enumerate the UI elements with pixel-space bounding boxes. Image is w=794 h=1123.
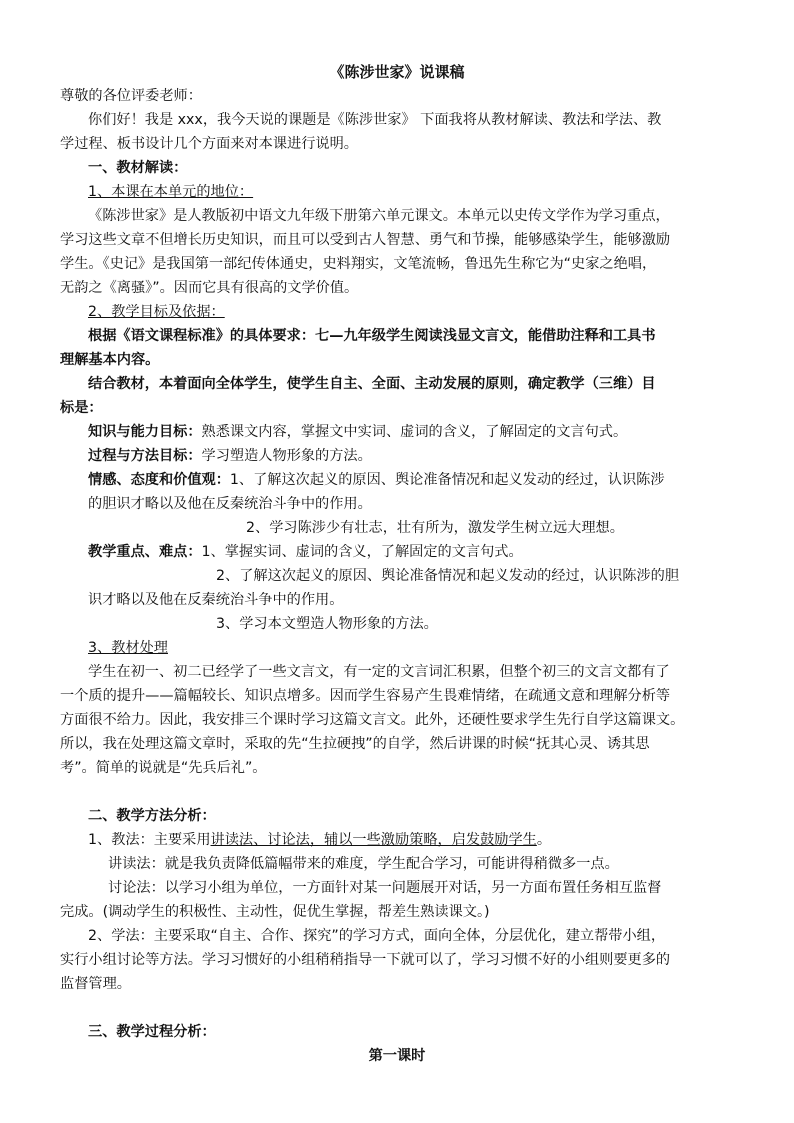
teaching-method-prefix: 1、教法：主要采用 — [88, 832, 211, 848]
paragraph-line: 考”。简单的说就是“先兵后礼”。 — [60, 760, 267, 776]
knowledge-goal-text: 熟悉课文内容，掌握文中实词、虚词的含义，了解固定的文言句式。 — [201, 424, 628, 440]
emotion-goal-cont: 的胆识才略以及他在反秦统治斗争中的作用。 — [88, 496, 372, 512]
section-1-2-heading: 2、教学目标及依据： — [88, 304, 225, 320]
knowledge-goal-label: 知识与能力目标： — [88, 424, 202, 440]
paragraph-line: 《陈涉世家》是人教版初中语文九年级下册第六单元课文。本单元以史传文学作为学习重点， — [88, 208, 670, 224]
goals-intro-line-1: 结合教材，本着面向全体学生，使学生自主、全面、主动发展的原则，确定教学（三维）目 — [88, 376, 656, 392]
section-3-heading: 三、教学过程分析： — [88, 1024, 216, 1040]
teaching-method — [88, 828, 551, 852]
key-points — [88, 540, 523, 564]
intro-line-1: 你们好！我是 xxx，我今天说的课题是《陈涉世家》 下面我将从教材解读、教法和学法、教 — [88, 112, 662, 128]
basis-line-2: 理解基本内容。 — [60, 352, 160, 368]
lecture-method: 讲读法：就是我负责降低篇幅带来的难度，学生配合学习，可能讲得稍微多一点。 — [108, 856, 619, 872]
teaching-method-underlined: 讲读法、讨论法，辅以一些激励策略，启发鼓励学生 — [210, 832, 537, 848]
process-goal — [88, 444, 372, 468]
discussion-method-cont: 完成。(调动学生的积极性、主动性，促优生掌握，帮差生熟读课文。) — [60, 904, 490, 920]
process-goal-label: 过程与方法目标： — [88, 448, 202, 464]
key-point-2: 2、了解这次起义的原因、舆论准备情况和起义发动的经过，认识陈涉的胆 — [216, 568, 680, 584]
basis-line-1: 根据《语文课程标准》的具体要求：七—九年级学生阅读浅显文言文，能借助注释和工具书 — [88, 328, 656, 344]
discussion-method: 讨论法：以学习小组为单位，一方面针对某一问题展开对话，另一方面布置任务相互监督 — [108, 880, 662, 896]
emotion-goal-label: 情感、态度和价值观： — [88, 472, 230, 488]
goals-intro-line-2: 标是： — [60, 400, 103, 416]
knowledge-goal — [88, 420, 627, 444]
intro-line-2: 学过程、板书设计几个方面来对本课进行说明。 — [60, 136, 358, 152]
key-point-2-cont: 识才略以及他在反秦统治斗争中的作用。 — [88, 592, 344, 608]
section-1-3-heading: 3、教材处理 — [88, 640, 168, 656]
key-points-text: 1、掌握实词、虚词的含义，了解固定的文言句式。 — [201, 544, 523, 560]
paragraph-line: 一个质的提升——篇幅较长、知识点增多。因而学生容易产生畏难情绪，在疏通文意和理解分析等 — [60, 688, 671, 704]
emotion-goal-text: 1、了解这次起义的原因、舆论准备情况和起义发动的经过，认识陈涉 — [229, 472, 665, 488]
paragraph-line: 无韵之《离骚》”。因而它具有很高的文学价值。 — [60, 280, 359, 296]
emotion-goal — [88, 468, 665, 492]
learning-method-cont: 监督管理。 — [60, 976, 131, 992]
section-2-heading: 二、教学方法分析： — [88, 808, 216, 824]
paragraph-line: 学习这些文章不但增长历史知识，而且可以受到古人智慧、勇气和节操，能够感染学生，能够激励 — [60, 232, 671, 248]
greeting: 尊敬的各位评委老师： — [60, 88, 202, 104]
lesson-1-heading: 第一课时 — [368, 1048, 426, 1064]
paragraph-line: 学生在初一、初二已经学了一些文言文，有一定的文言词汇积累，但整个初三的文言文都有了 — [88, 664, 670, 680]
key-point-3: 3、学习本文塑造人物形象的方法。 — [216, 616, 438, 632]
emotion-goal-2: 2、学习陈涉少有壮志，壮有所为，激发学生树立远大理想。 — [246, 520, 624, 536]
learning-method: 2、学法：主要采取“自主、合作、探究”的学习方式，面向全体，分层优化，建立帮带小组， — [88, 928, 666, 944]
section-1-1-heading: 1、本课在本单元的地位： — [88, 184, 254, 200]
section-1-heading: 一、教材解读： — [88, 160, 188, 176]
paragraph-line: 学生。《史记》是我国第一部纪传体通史，史料翔实，文笔流畅，鲁迅先生称它为“史家之绝唱， — [60, 256, 657, 272]
process-goal-text: 学习塑造人物形象的方法。 — [201, 448, 372, 464]
key-points-label: 教学重点、难点： — [88, 544, 202, 560]
paragraph-line: 方面很不给力。因此，我安排三个课时学习这篇文言文。此外，还硬性要求学生先行自学这篇课文。 — [60, 712, 685, 728]
paragraph-line: 所以，我在处理这篇文章时，采取的先“生拉硬拽”的自学，然后讲课的时候“抚其心灵、诱其思 — [60, 736, 650, 752]
learning-method-cont: 实行小组讨论等方法。学习习惯好的小组稍稍指导一下就可以了，学习习惯不好的小组则要更多的 — [60, 952, 671, 968]
teaching-method-suffix: 。 — [536, 832, 552, 848]
document-title: 《陈涉世家》说课稿 — [329, 63, 465, 81]
